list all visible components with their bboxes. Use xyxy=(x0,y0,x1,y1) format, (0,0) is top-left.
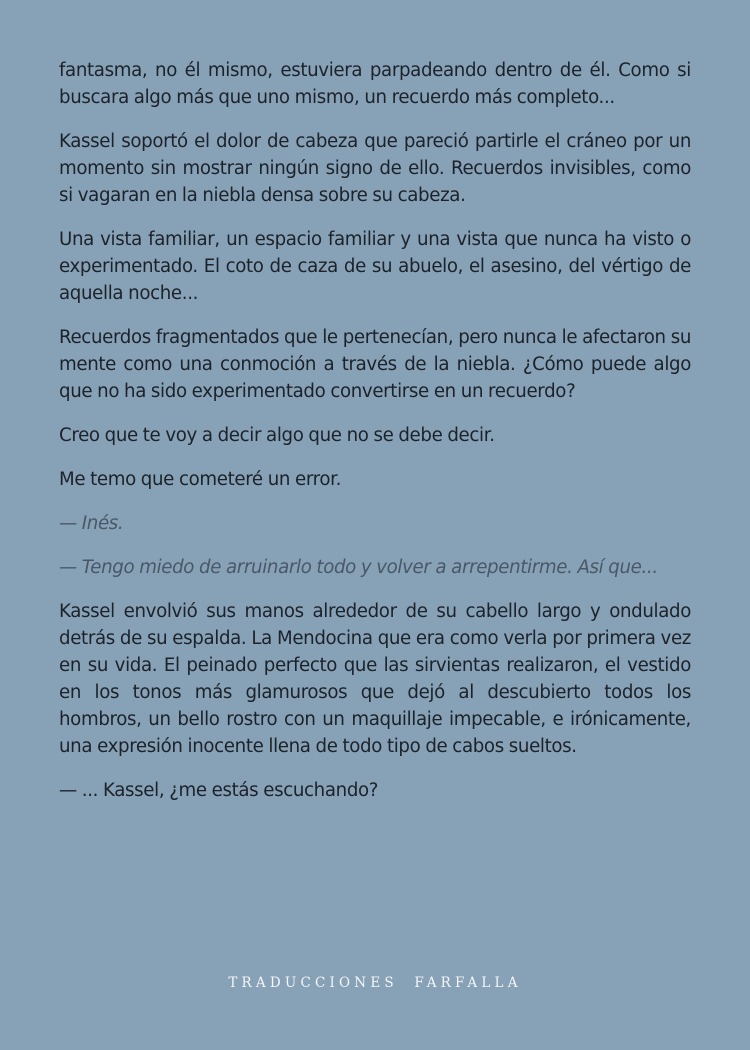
paragraph-5: Creo que te voy a decir algo que no se debe decir. xyxy=(59,425,495,446)
footer-credit: TRADUCCIONES FARFALLA xyxy=(228,975,522,991)
paragraph-4: Recuerdos fragmentados que le pertenecían, pero nunca le afectaron su mente como una conmoción a través de la niebla. ¿Cómo puede algo que no ha sido experimentado convertirse en un recuerdo? xyxy=(59,327,691,402)
dialogue-listening: — ... Kassel, ¿me estás escuchando? xyxy=(59,780,379,801)
paragraph-6: Me temo que cometeré un error. xyxy=(59,469,342,490)
paragraph-9: Kassel envolvió sus manos alrededor de su cabello largo y ondulado detrás de su espalda. La Mendocina que era como verla por primera vez en su vida. El peinado perfecto que las sirvientas realizaron, el vestido en los tonos más glamurosos que dejó al descubierto todos los hombros, un bello rostro con un maquillaje impecable, e irónicamente, una expresión inocente llena de todo tipo de cabos sueltos. xyxy=(59,601,691,757)
dialogue-ines: — Inés. xyxy=(59,513,124,534)
paragraph-2: Kassel soportó el dolor de cabeza que pareció partirle el cráneo por un momento sin mostrar ningún signo de ello. Recuerdos invisibles, como si vagaran en la niebla densa sobre su cabeza. xyxy=(59,131,691,206)
page-body xyxy=(59,57,691,821)
paragraph-3: Una vista familiar, un espacio familiar y una vista que nunca ha visto o experimentado. El coto de caza de su abuelo, el asesino, del vértigo de aquella noche... xyxy=(59,229,691,304)
dialogue-fear: — Tengo miedo de arruinarlo todo y volver a arrepentirme. Así que... xyxy=(59,557,658,578)
paragraph-1: fantasma, no él mismo, estuviera parpadeando dentro de él. Como si buscara algo más que uno mismo, un recuerdo más completo... xyxy=(59,60,691,108)
